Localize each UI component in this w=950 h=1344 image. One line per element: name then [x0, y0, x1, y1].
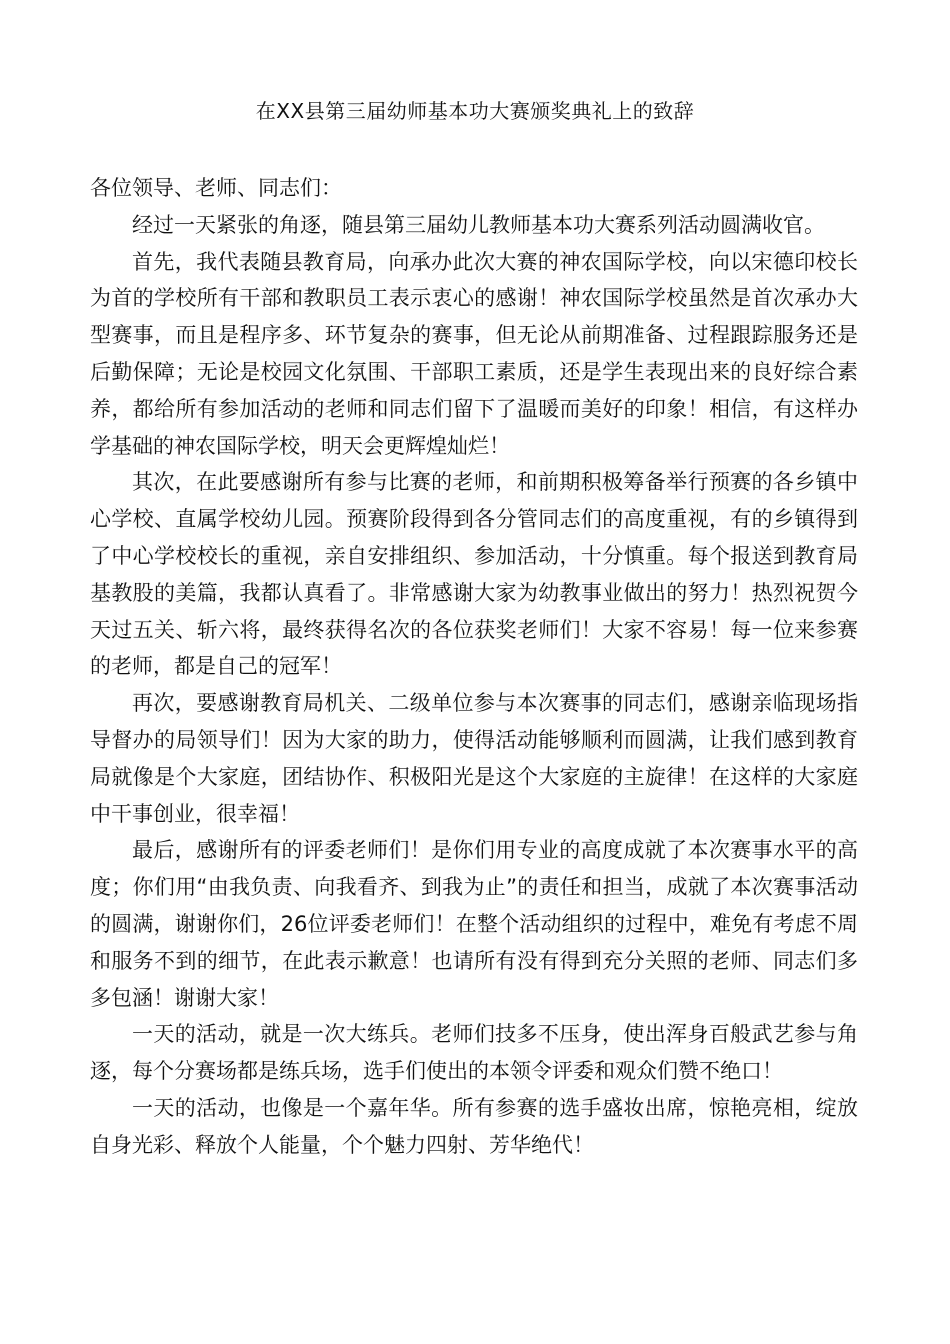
- paragraph: 经过一天紧张的角逐，随县第三届幼儿教师基本功大赛系列活动圆满收官。: [132, 212, 825, 237]
- paragraph: 其次，在此要感谢所有参与比赛的老师，和前期积极筹备举行预赛的各乡镇中心学校、直属学校幼儿园。预赛阶段得到各分管同志们的高度重视，有的乡镇得到了中心学校校长的重视，亲自安排组织、参加活动，十分慎重。每个报送到教育局基教股的美篇，我都认真看了。非常感谢大家为幼教事业做出的努力！热烈祝贺今天过五关、斩六将，最终获得名次的各位获奖老师们！大家不容易！每一位来参赛的老师，都是自己的冠军！: [90, 470, 858, 679]
- paragraph: 一天的活动，就是一次大练兵。老师们技多不压身，使出浑身百般武艺参与角逐，每个分赛场都是练兵场，选手们使出的本领令评委和观众们赞不绝口！: [90, 1022, 858, 1084]
- paragraph: 再次，要感谢教育局机关、二级单位参与本次赛事的同志们，感谢亲临现场指导督办的局领导们！因为大家的助力，使得活动能够顺利而圆满，让我们感到教育局就像是个大家庭，团结协作、积极阳光是这个大家庭的主旋律！在这样的大家庭中干事创业，很幸福！: [90, 691, 858, 826]
- document-title: 在XX县第三届幼师基本功大赛颁奖典礼上的致辞: [255, 99, 695, 123]
- salutation: 各位领导、老师、同志们：: [90, 176, 342, 200]
- paragraph: 首先，我代表随县教育局，向承办此次大赛的神农国际学校，向以宋德印校长为首的学校所有干部和教职员工表示衷心的感谢！神农国际学校虽然是首次承办大型赛事，而且是程序多、环节复杂的赛事，但无论从前期准备、过程跟踪服务还是后勤保障；无论是校园文化氛围、干部职工素质，还是学生表现出来的良好综合素养，都给所有参加活动的老师和同志们留下了温暖而美好的印象！相信，有这样办学基础的神农国际学校，明天会更辉煌灿烂！: [90, 249, 858, 458]
- paragraph: 最后，感谢所有的评委老师们！是你们用专业的高度成就了本次赛事水平的高度；你们用“由我负责、向我看齐、到我为止”的责任和担当，成就了本次赛事活动的圆满，谢谢你们，26位评委老师们！在整个活动组织的过程中，难免有考虑不周和服务不到的细节，在此表示歉意！也请所有没有得到充分关照的老师、同志们多多包涵！谢谢大家！: [90, 838, 858, 1010]
- paragraph: 一天的活动，也像是一个嘉年华。所有参赛的选手盛妆出席，惊艳亮相，绽放自身光彩、释放个人能量，个个魅力四射、芳华绝代！: [90, 1095, 858, 1157]
- document-body: [90, 170, 858, 1164]
